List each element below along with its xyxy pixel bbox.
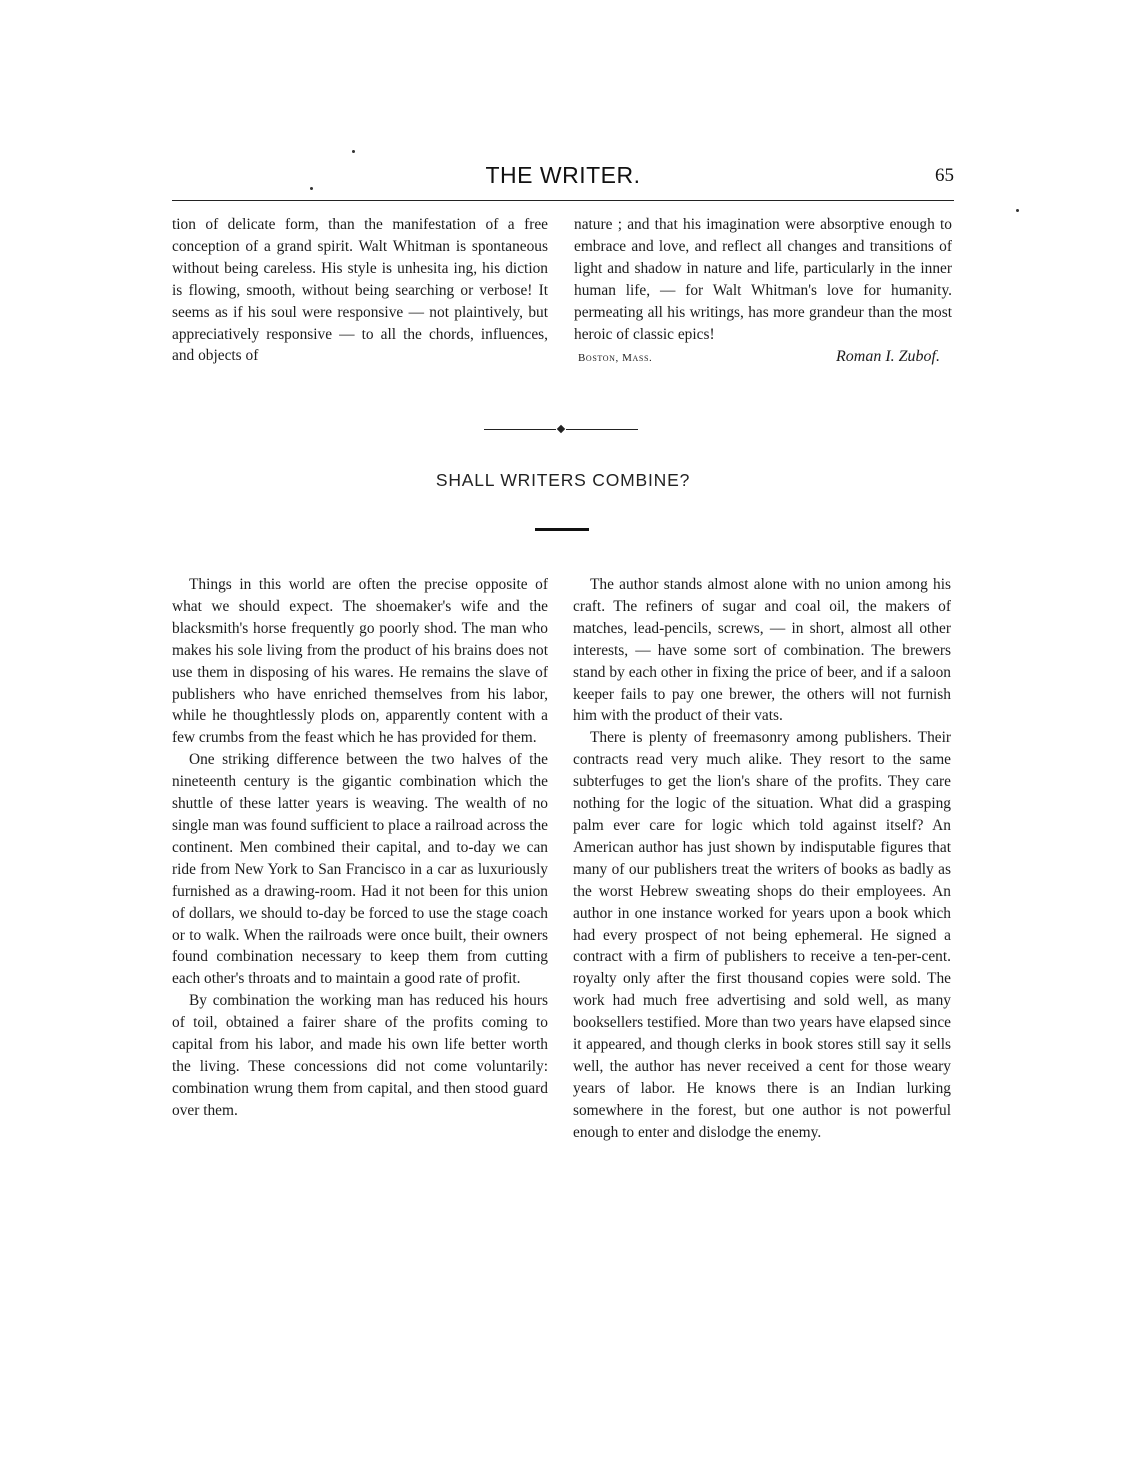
title-rule <box>535 528 589 531</box>
signature-name: Roman I. Zubof. <box>836 348 940 366</box>
article-left-column <box>172 574 548 1122</box>
author-signature <box>574 346 952 370</box>
continued-text-left-column <box>172 214 548 367</box>
article-paragraph: The author stands almost alone with no union among his craft. The refiners of sugar and coal oil, the makers of matches, lead-pencils, screws, — in short, almost all other interests, — have some sort of combination. The brewers stand by each other in fixing the price of beer, and if a saloon keeper fails to pay one brewer, the others will not furnish him with the product of their vats. <box>573 576 951 725</box>
continued-text-right-column <box>574 214 952 370</box>
divider-line-left <box>484 429 556 430</box>
article-title: SHALL WRITERS COMBINE? <box>435 470 691 490</box>
divider-line-right <box>566 429 638 430</box>
continued-paragraph: tion of delicate form, than the manifestation of a free conception of a grand spirit. Walt Whitman is spontaneous without being careless. His style is unhesita ing, his diction is flowing, smooth, without being searching or verbose! It seems as if his soul were responsive — not plaintively, but appreciatively responsive — to all the chords, influences, and objects of <box>172 216 548 365</box>
section-divider-ornament <box>484 424 638 436</box>
continued-paragraph: nature ; and that his imagination were absorptive enough to embrace and love, and reflect all changes and transitions of light and shadow in nature and life, particularly in the inner human life, — for Walt Whitman's love for humanity. permeating all his writings, has more grandeur than the most heroic of classic epics! <box>574 216 952 343</box>
article-right-column <box>573 574 951 1144</box>
page-number: 65 <box>935 165 954 186</box>
article-paragraph: One striking difference between the two halves of the nineteenth century is the gigantic combination which the shuttle of these latter years is weaving. The wealth of no single man was found sufficient to place a railroad across the continent. Men combined their capital, and to-day we can ride from New York to San Francisco in a car as luxuriously furnished as a drawing-room. Had it not been for this union of dollars, we should to-day be forced to use the stage coach or to walk. When the railroads were once built, their owners found combination necessary to keep them from cutting each other's throats and to maintain a good rate of profit. <box>172 751 548 988</box>
print-speck <box>352 150 355 153</box>
running-title: THE WRITER. <box>485 162 641 188</box>
page-header <box>172 160 954 201</box>
divider-diamond <box>557 425 565 433</box>
signature-place: Boston, Mass. <box>578 352 653 365</box>
article-paragraph: There is plenty of freemasonry among publishers. Their contracts read very much alike. They resort to the same subterfuges to get the lion's share of the profits. They care nothing for the logic of the situation. What did a grasping palm ever care for logic which told against itself? An American author has just shown by indisputable figures that many of our publishers treat the writers of books as badly as the worst Hebrew sweating shops do their employees. An author in one instance worked for years upon a book which had every prospect of not being ephemeral. He signed a contract with a firm of publishers to receive a ten-per-cent. royalty only after the first thousand copies were sold. The work had much free advertising and sold well, as many booksellers testified. More than two years have elapsed since it appeared, and though clerks in book stores still say it sells well, the author has never received a cent for those weary years of labor. He knows there is an Indian lurking somewhere in the forest, but one author is not powerful enough to enter and dislodge the enemy. <box>573 729 951 1141</box>
print-speck <box>1016 209 1019 212</box>
article-paragraph: Things in this world are often the precise opposite of what we should expect. The shoemaker's wife and the blacksmith's horse frequently go poorly shod. The man who makes his sole living from the product of his brains does not use them in disposing of his wares. He remains the slave of publishers who have enriched themselves from his labor, while he thoughtlessly plods on, apparently content with a few crumbs from the feast which he has provided for them. <box>172 576 548 747</box>
article-paragraph: By combination the working man has reduced his hours of toil, obtained a fairer share of the profits coming to capital from his labor, and made his own life better worth the living. These concessions did not come voluntarily: combination wrung them from capital, and then stood guard over them. <box>172 992 548 1119</box>
